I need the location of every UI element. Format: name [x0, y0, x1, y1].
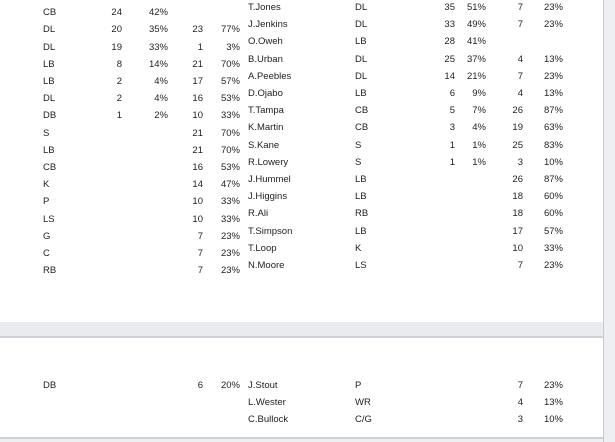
cell-pos: CB: [355, 122, 369, 134]
cell-p2: 23%: [220, 247, 240, 259]
cell-n1: 33: [444, 19, 455, 31]
cell-pos: DL: [355, 53, 368, 65]
cell-n2: 14: [192, 179, 203, 191]
cell-n2: 21: [192, 127, 203, 139]
table-row: [0, 210, 240, 227]
cell-p2: 60%: [543, 191, 563, 203]
cell-name: K.Martin: [248, 122, 284, 134]
cell-n2: 7: [197, 247, 203, 259]
table-row: [248, 205, 563, 222]
cell-n1: 19: [111, 41, 122, 53]
cell-n2: 16: [192, 161, 203, 173]
cell-pos: LB: [43, 58, 55, 70]
cell-p2: 3%: [226, 41, 240, 53]
cell-p2: 10%: [543, 156, 563, 168]
table-row: [248, 188, 563, 205]
cell-pos: LB: [43, 76, 55, 88]
cell-pos: DL: [43, 41, 56, 53]
cell-p2: 60%: [543, 208, 563, 220]
cell-name: C.Bullock: [248, 414, 289, 426]
cell-p1: 1%: [472, 156, 486, 168]
table-row: [0, 73, 240, 90]
cell-pos: LB: [43, 144, 55, 156]
cell-n1: 20: [111, 24, 122, 36]
table-row: [248, 394, 563, 411]
cell-p2: 23%: [543, 2, 563, 14]
cell-n2: 7: [197, 230, 203, 242]
cell-name: J.Higgins: [248, 191, 288, 203]
cell-p1: 4%: [154, 93, 168, 105]
cell-p1: 7%: [472, 105, 486, 117]
cell-n1: 2: [116, 93, 122, 105]
cell-p2: 23%: [543, 380, 563, 392]
cell-p1: [122, 0, 168, 1]
cell-pos: DB: [43, 110, 57, 122]
cell-pos: RB: [355, 208, 369, 220]
cell-pos: K: [43, 179, 50, 191]
table-row: [0, 245, 240, 262]
cell-n2: [168, 0, 203, 1]
cell-n1: [95, 0, 122, 1]
cell-p1: 33%: [148, 41, 168, 53]
cell-n2: 7: [517, 259, 523, 271]
table-row: [0, 176, 240, 193]
table-row: [0, 4, 240, 21]
cell-n1: 5: [449, 105, 455, 117]
cell-p2: 70%: [220, 144, 240, 156]
cell-n1: 1: [449, 156, 455, 168]
cell-p2: 13%: [543, 88, 563, 100]
cell-n1: 25: [444, 53, 455, 65]
cell-n2: 10: [192, 110, 203, 122]
cell-n2: 19: [512, 122, 523, 134]
cell-p2: 20%: [220, 380, 240, 392]
cell-pos: LS: [43, 213, 55, 225]
cell-n1: 8: [116, 58, 122, 70]
cell-n2: 17: [512, 225, 523, 237]
scrollbar-gutter[interactable]: [603, 0, 615, 442]
cell-pos: [43, 0, 95, 1]
cell-pos: C/G: [355, 414, 372, 426]
cell-p1: 42%: [148, 7, 168, 19]
cell-name: L.Wester: [248, 397, 286, 409]
table-row: [0, 377, 240, 394]
table-row: [0, 107, 240, 124]
cell-pos: DL: [355, 70, 368, 82]
team-a-snap-table: [0, 0, 240, 279]
cell-name: N.Moore: [248, 259, 285, 271]
cell-pos: CB: [43, 7, 57, 19]
cell-n1: 24: [111, 7, 122, 19]
cell-n2: 26: [512, 173, 523, 185]
cell-name: T.Simpson: [248, 225, 293, 237]
cell-n2: 4: [517, 88, 523, 100]
cell-pos: WR: [355, 397, 371, 409]
cell-name: B.Urban: [248, 53, 283, 65]
cell-n1: 1: [449, 139, 455, 151]
cell-n1: 35: [444, 2, 455, 14]
cell-name: A.Peebles: [248, 70, 292, 82]
cell-n2: 1: [197, 41, 203, 53]
cell-p2: 13%: [543, 53, 563, 65]
cell-pos: S: [355, 156, 362, 168]
table-row: [248, 102, 563, 119]
cell-n2: 17: [192, 76, 203, 88]
cell-pos: LB: [355, 88, 367, 100]
cell-p2: 87%: [543, 173, 563, 185]
cell-p2: 13%: [543, 397, 563, 409]
table-row: [248, 85, 563, 102]
cell-n2: 4: [517, 53, 523, 65]
table-row: [248, 154, 563, 171]
cell-p2: 47%: [220, 179, 240, 191]
cell-pos: S: [355, 139, 362, 151]
table-row: [248, 257, 563, 274]
table-row: [0, 142, 240, 159]
cell-n2: 4: [517, 397, 523, 409]
table-row: [248, 411, 563, 428]
table-row: [248, 119, 563, 136]
cell-name: J.Stout: [248, 380, 278, 392]
cell-n2: 7: [517, 19, 523, 31]
cell-p1: 1%: [472, 139, 486, 151]
snap-counts-extra-card: [0, 338, 604, 439]
cell-p2: 23%: [543, 19, 563, 31]
cell-pos: LS: [355, 259, 367, 271]
cell-pos: CB: [355, 105, 369, 117]
cell-pos: P: [355, 380, 362, 392]
cell-n2: 23: [192, 24, 203, 36]
cell-p2: 87%: [543, 105, 563, 117]
cell-pos: CB: [43, 161, 57, 173]
cell-p2: 57%: [543, 225, 563, 237]
cell-p2: 83%: [543, 139, 563, 151]
cell-p1: 2%: [154, 110, 168, 122]
cell-name: T.Jones: [248, 2, 281, 14]
cell-p2: 23%: [220, 230, 240, 242]
cell-p2: 23%: [543, 70, 563, 82]
cell-p1: 14%: [148, 58, 168, 70]
cell-name: O.Oweh: [248, 36, 283, 48]
table-row: [248, 0, 563, 16]
table-row: [0, 21, 240, 38]
table-row: [248, 33, 563, 50]
cell-name: J.Hummel: [248, 173, 291, 185]
cell-pos: RB: [43, 265, 57, 277]
cell-p1: 49%: [466, 19, 486, 31]
cell-pos: LB: [355, 36, 367, 48]
cell-n2: 6: [197, 380, 203, 392]
cell-n1: 14: [444, 70, 455, 82]
cell-n2: 25: [512, 139, 523, 151]
table-row: [0, 159, 240, 176]
team-b-extra-snap-table: [248, 377, 563, 429]
table-row: [248, 240, 563, 257]
cell-n1: 2: [116, 76, 122, 88]
table-row: [0, 56, 240, 73]
cell-n2: 18: [512, 208, 523, 220]
cell-p2: 33%: [220, 110, 240, 122]
cell-p1: 35%: [148, 24, 168, 36]
cell-n1: 1: [116, 110, 122, 122]
cell-p2: [203, 0, 240, 1]
cell-pos: DL: [43, 93, 56, 105]
table-row: [0, 39, 240, 56]
cell-p2: 77%: [220, 24, 240, 36]
cell-name: R.Lowery: [248, 156, 289, 168]
cell-name: T.Loop: [248, 242, 277, 254]
cell-p1: 4%: [472, 122, 486, 134]
cell-name: S.Kane: [248, 139, 280, 151]
cell-p2: 53%: [220, 161, 240, 173]
cell-n2: 7: [517, 2, 523, 14]
table-row: [248, 171, 563, 188]
cell-n2: 21: [192, 58, 203, 70]
cell-pos: DL: [43, 24, 56, 36]
cell-n2: 21: [192, 144, 203, 156]
cell-p1: 41%: [466, 36, 486, 48]
cell-p2: 10%: [543, 414, 563, 426]
cell-name: R.Ali: [248, 208, 269, 220]
cell-n1: 6: [449, 88, 455, 100]
cell-n1: 3: [449, 122, 455, 134]
cell-p2: 57%: [220, 76, 240, 88]
cell-n2: 7: [197, 265, 203, 277]
cell-p2: 23%: [220, 265, 240, 277]
cell-pos: P: [43, 196, 50, 208]
cell-n2: 10: [192, 196, 203, 208]
cell-p2: 53%: [220, 93, 240, 105]
cell-p2: 23%: [543, 259, 563, 271]
cell-name: D.Ojabo: [248, 88, 283, 100]
table-row: [248, 137, 563, 154]
table-row: [248, 16, 563, 33]
cell-name: T.Tampa: [248, 105, 284, 117]
team-a-extra-snap-table: [0, 377, 240, 394]
cell-p1: 21%: [466, 70, 486, 82]
cell-pos: K: [355, 242, 362, 254]
cell-n2: 3: [517, 414, 523, 426]
cell-n2: 18: [512, 191, 523, 203]
cell-n2: 3: [517, 156, 523, 168]
cell-pos: G: [43, 230, 51, 242]
table-row: [0, 125, 240, 142]
team-b-snap-table: [248, 0, 563, 274]
cell-n2: 26: [512, 105, 523, 117]
cell-n2: 7: [517, 70, 523, 82]
section-divider: [0, 322, 604, 338]
cell-pos: DB: [43, 380, 57, 392]
cell-p2: 33%: [220, 196, 240, 208]
cell-p2: 63%: [543, 122, 563, 134]
table-row: [248, 377, 563, 394]
cell-p2: 33%: [220, 213, 240, 225]
cell-n1: 28: [444, 36, 455, 48]
table-row: [0, 90, 240, 107]
table-row: [0, 193, 240, 210]
cell-p1: 9%: [472, 88, 486, 100]
cell-p1: 4%: [154, 76, 168, 88]
table-row: [248, 51, 563, 68]
cell-pos: DL: [355, 2, 368, 14]
table-row: [248, 222, 563, 239]
cell-n2: 10: [512, 242, 523, 254]
cell-pos: S: [43, 127, 50, 139]
cell-n2: 7: [517, 380, 523, 392]
cell-p2: 70%: [220, 58, 240, 70]
table-row: [0, 262, 240, 279]
cell-pos: C: [43, 247, 50, 259]
cell-pos: DL: [355, 19, 368, 31]
cell-n2: 10: [192, 213, 203, 225]
table-row: [248, 68, 563, 85]
cell-p1: 51%: [466, 2, 486, 14]
cell-pos: LB: [355, 225, 367, 237]
cell-p1: 37%: [466, 53, 486, 65]
cell-name: J.Jenkins: [248, 19, 288, 31]
cell-pos: LB: [355, 173, 367, 185]
cell-n2: 16: [192, 93, 203, 105]
cell-pos: LB: [355, 191, 367, 203]
table-row: [0, 228, 240, 245]
cell-p2: 33%: [543, 242, 563, 254]
cell-p2: 70%: [220, 127, 240, 139]
